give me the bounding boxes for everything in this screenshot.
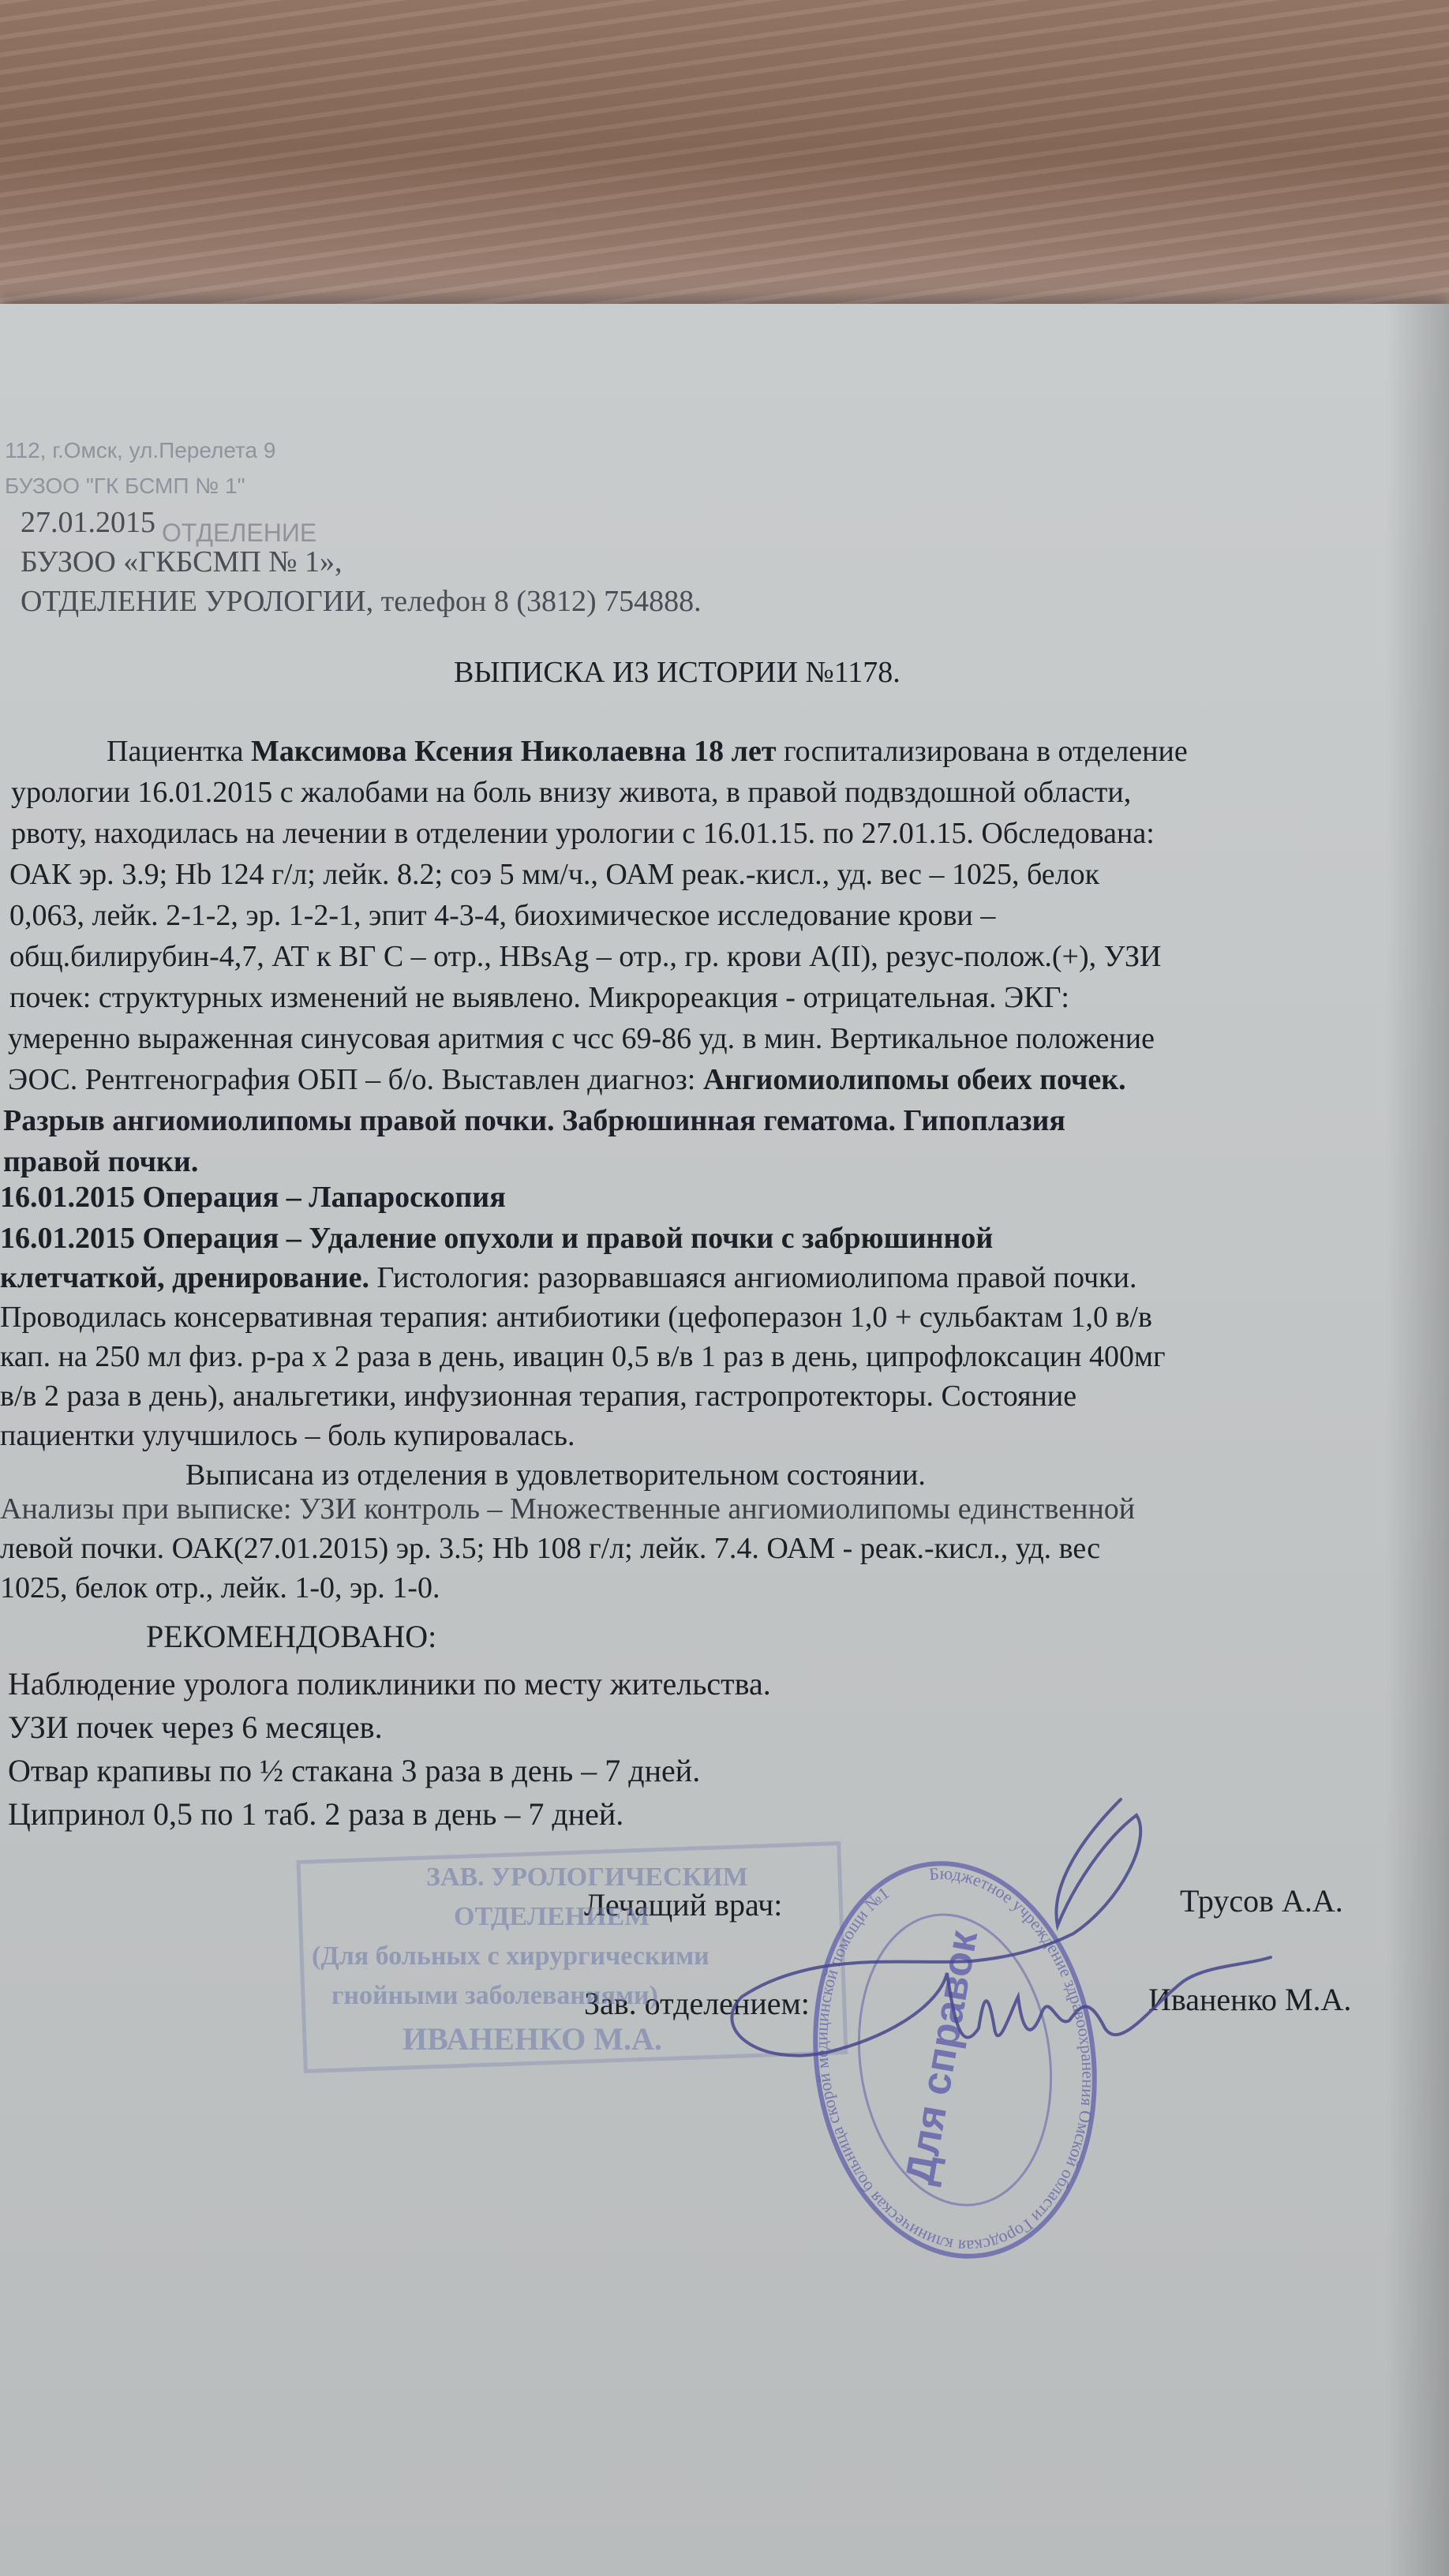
body-line: рвоту, находилась на лечении в отделении урологии с 16.01.15. по 27.01.15. Обследована: bbox=[11, 817, 1155, 850]
seal-ring-text: Бюджетное учреждение здравоохранения Омской области Городская клиническая больница скорой медицинской помощи №1 bbox=[811, 1863, 1099, 2256]
recommendation-item: УЗИ почек через 6 месяцев. bbox=[8, 1709, 383, 1745]
document-date: 27.01.2015 bbox=[21, 506, 155, 539]
recommendation-item: Наблюдение уролога поликлиники по месту жительства. bbox=[8, 1666, 771, 1702]
body-line: кап. на 250 мл физ. р-ра х 2 раза в день, ивацин 0,5 в/в 1 раз в день, ципрофлоксацин 400мг bbox=[0, 1340, 1166, 1373]
diagnosis: Ангиомиолипомы обеих почек. bbox=[702, 1063, 1126, 1096]
head-of-department-name: Иваненко М.А. bbox=[1148, 1982, 1352, 2017]
hospital-name: БУЗОО «ГКБСМП № 1», bbox=[21, 545, 343, 578]
attending-doctor-name: Трусов А.А. bbox=[1180, 1883, 1343, 1919]
seal-center-text: Для справок bbox=[897, 1927, 987, 2188]
diagnosis-line: правой почки. bbox=[3, 1145, 199, 1178]
stamp-text: ИВАНЕНКО М.А. bbox=[402, 2021, 662, 2057]
recommendations-heading: РЕКОМЕНДОВАНО: bbox=[146, 1619, 437, 1654]
attending-doctor-label: Лечащий врач: bbox=[584, 1887, 783, 1923]
letterhead-org: БУЗОО "ГК БСМП № 1" bbox=[5, 474, 245, 498]
stamp-text: ОТДЕЛЕНИЕМ bbox=[454, 1902, 650, 1931]
document-title: ВЫПИСКА ИЗ ИСТОРИИ №1178. bbox=[454, 656, 900, 689]
body-line: левой почки. ОАК(27.01.2015) эр. 3.5; Hb 108 г/л; лейк. 7.4. ОАМ - реак.-кисл., уд. вес bbox=[0, 1532, 1101, 1565]
stamp-text: ЗАВ. УРОЛОГИЧЕСКИМ bbox=[426, 1863, 748, 1892]
body-line: в/в 2 раза в день), анальгетики, инфузионная терапия, гастропротекторы. Состояние bbox=[0, 1380, 1077, 1413]
body-line: 0,063, лейк. 2-1-2, эр. 1-2-1, эпит 4-3-4, биохимическое исследование крови – bbox=[9, 899, 996, 932]
recommendation-item: Отвар крапивы по ½ стакана 3 раза в день – 7 дней. bbox=[8, 1753, 701, 1788]
body-line: Пациентка Максимова Ксения Николаевна 18 лет госпитализирована в отделение bbox=[107, 735, 1188, 768]
document-sheet bbox=[0, 304, 1449, 2576]
body-line: ОАК эр. 3.9; Hb 124 г/л; лейк. 8.2; соэ 5 мм/ч., ОАМ реак.-кисл., уд. вес – 1025, белок bbox=[9, 858, 1100, 891]
body-line: общ.билирубин-4,7, АТ к ВГ С – отр., HBsAg – отр., гр. крови А(II), резус-полож.(+), УЗИ bbox=[9, 940, 1162, 973]
body-line: умеренно выраженная синусовая аритмия с чсс 69-86 уд. в мин. Вертикальное положение bbox=[8, 1022, 1155, 1055]
body-line: ЭОС. Рентгенография ОБП – б/о. Выставлен диагноз: Ангиомиолипомы обеих почек. bbox=[8, 1063, 1126, 1096]
stamp-text: гнойными заболеваниями) bbox=[331, 1981, 658, 2010]
body-line: почек: структурных изменений не выявлено. Микрореакция - отрицательная. ЭКГ: bbox=[9, 981, 1069, 1014]
operation-line: 16.01.2015 Операция – Лапароскопия bbox=[0, 1181, 506, 1214]
body-line: клетчаткой, дренирование. Гистология: разорвавшаяся ангиомиолипома правой почки. bbox=[0, 1261, 1137, 1294]
operation-line: 16.01.2015 Операция – Удаление опухоли и правой почки с забрюшинной bbox=[0, 1222, 994, 1255]
body-line: пациентки улучшилось – боль купировалась. bbox=[0, 1419, 575, 1452]
stamp-text: (Для больных с хирургическими bbox=[312, 1941, 710, 1971]
diagnosis-line: Разрыв ангиомиолипомы правой почки. Забрюшинная гематома. Гипоплазия bbox=[3, 1104, 1065, 1137]
letterhead-dept: ОТДЕЛЕНИЕ bbox=[162, 519, 317, 547]
body-line: Анализы при выписке: УЗИ контроль – Множественные ангиомиолипомы единственной bbox=[0, 1492, 1136, 1526]
letterhead-address: 112, г.Омск, ул.Перелета 9 bbox=[5, 438, 276, 462]
patient-name: Максимова Ксения Николаевна 18 лет bbox=[251, 735, 777, 768]
department-phone: ОТДЕЛЕНИЕ УРОЛОГИИ, телефон 8 (3812) 754888. bbox=[21, 585, 702, 618]
handwritten-signature bbox=[710, 1792, 1279, 2123]
discharge-status: Выписана из отделения в удовлетворительном состоянии. bbox=[185, 1458, 926, 1492]
recommendation-item: Ципринол 0,5 по 1 таб. 2 раза в день – 7 дней. bbox=[8, 1796, 624, 1832]
body-line: урологии 16.01.2015 с жалобами на боль внизу живота, в правой подвздошной области, bbox=[11, 776, 1132, 809]
body-line: 1025, белок отр., лейк. 1-0, эр. 1-0. bbox=[0, 1571, 440, 1604]
body-line: Проводилась консервативная терапия: антибиотики (цефоперазон 1,0 + сульбактам 1,0 в/в bbox=[0, 1301, 1152, 1334]
head-of-department-label: Зав. отделением: bbox=[584, 1986, 810, 2021]
